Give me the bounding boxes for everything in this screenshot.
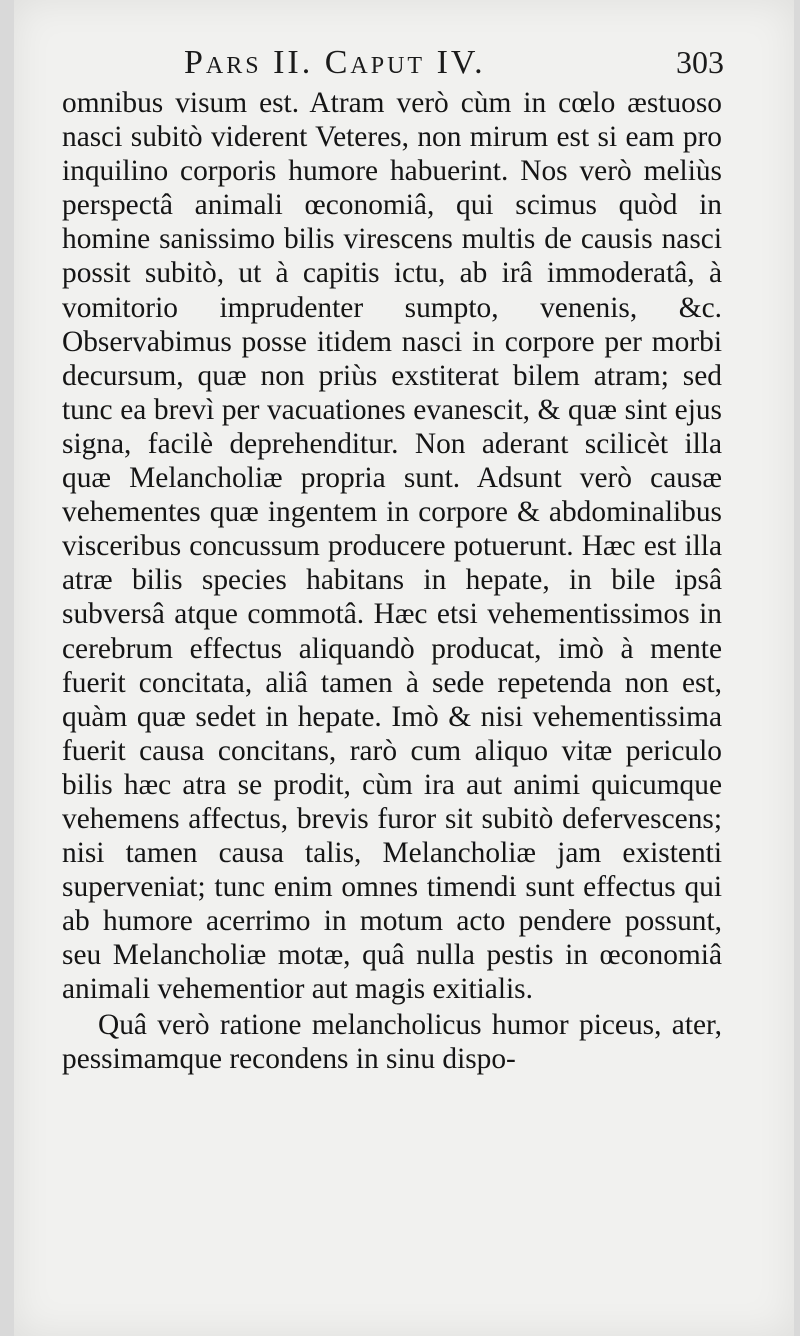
paragraph: Quâ verò ratione melancholicus humor piceus, ater, pessimamque recondens in sinu dispo-: [62, 1008, 722, 1075]
running-title: Pars II. Caput IV.: [184, 44, 486, 81]
body-text: [62, 86, 722, 1076]
paragraph: omnibus visum est. Atram verò cùm in cœlo æstuoso nasci subitò viderent Veteres, non mirum est si eam pro inquilino corporis humore habuerint. Nos verò meliùs perspectâ animali œconomiâ, qui scimus quòd in homine sanissimo bilis virescens multis de causis nasci possit subitò, ut à capitis ictu, ab irâ immoderatâ, à vomitorio imprudenter sumpto, venenis, &c. Observabimus posse itidem nasci in corpore per morbi decursum, quæ non priùs exstiterat bilem atram; sed tunc ea brevì per vacuationes evanescit, & quæ sint ejus signa, facilè deprehenditur. Non aderant scilicèt illa quæ Melancholiæ propria sunt. Adsunt verò causæ vehementes quæ ingentem in corpore & abdominalibus visceribus concussum producere potuerunt. Hæc est illa atræ bilis species habitans in hepate, in bile ipsâ subversâ atque commotâ. Hæc etsi vehementissimos in cerebrum effectus aliquandò producat, imò à mente fuerit concitata, aliâ tamen à sede repetenda non est, quàm quæ sedet in hepate. Imò & nisi vehementissima fuerit causa concitans, rarò cum aliquo vitæ periculo bilis hæc atra se prodit, cùm ira aut animi quicumque vehemens affectus, brevis furor sit subitò defervescens; nisi tamen causa talis, Melancholiæ jam existenti superveniat; tunc enim omnes timendi sunt effectus qui ab humore acerrimo in motum acto pendere possunt, seu Melancholiæ motæ, quâ nulla pestis in œconomiâ animali vehementior aut magis exitialis.: [62, 87, 722, 1006]
running-header: [184, 38, 724, 86]
book-page: [14, 0, 794, 1336]
page-number: 303: [676, 44, 724, 80]
